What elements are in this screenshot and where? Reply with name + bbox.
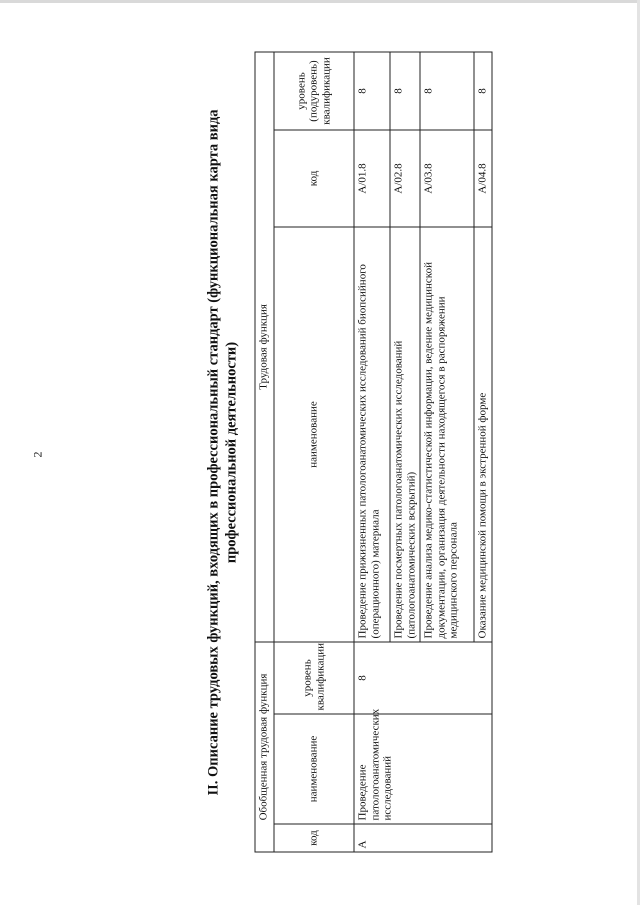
section-title-line2: профессиональной деятельности): [223, 341, 240, 563]
rotated-content: [203, 52, 489, 852]
page-number: 2: [30, 451, 45, 458]
function-level: 8: [354, 51, 390, 129]
header-row-columns: [274, 51, 354, 851]
function-level: 8: [420, 51, 474, 129]
page-edge-top: [0, 0, 640, 3]
header-labor-function: Трудовая функция: [255, 51, 274, 641]
header-function-name: наименование: [274, 226, 354, 641]
section-title: [203, 52, 243, 852]
function-code: A/01.8: [354, 129, 390, 226]
generalized-level: 8: [354, 641, 492, 713]
table-row: [354, 51, 390, 851]
header-code: код: [274, 824, 354, 852]
generalized-code: A: [354, 824, 492, 852]
header-sublevel: уровень (подуровень) квалификации: [274, 51, 354, 129]
function-level: 8: [474, 51, 492, 129]
header-level: уровень квалификации: [274, 641, 354, 713]
function-name: Проведение анализа медико-статистической информации, ведение медицинской документации, организация деятельности находящегося в распоряжении медицинского персонала: [420, 226, 474, 641]
function-level: 8: [390, 51, 420, 129]
functional-map-table: [255, 51, 493, 852]
section-title-line1: II. Описание трудовых функций, входящих в профессиональный стандарт (функциональная карта вида: [205, 108, 222, 796]
function-code: A/03.8: [420, 129, 474, 226]
function-name: Проведение прижизненных патологоанатомических исследований биопсийного (операционного) материала: [354, 226, 390, 641]
header-name: наименование: [274, 714, 354, 824]
header-generalized-function: Обобщенная трудовая функция: [255, 641, 274, 851]
generalized-name: Проведение патологоанатомических исследований: [354, 714, 492, 824]
header-function-code: код: [274, 129, 354, 226]
function-code: A/02.8: [390, 129, 420, 226]
header-row-groups: [255, 51, 274, 851]
function-name: Проведение посмертных патологоанатомических исследований (патологоанатомических вскрытий): [390, 226, 420, 641]
function-name: Оказание медицинской помощи в экстренной форме: [474, 226, 492, 641]
function-code: A/04.8: [474, 129, 492, 226]
